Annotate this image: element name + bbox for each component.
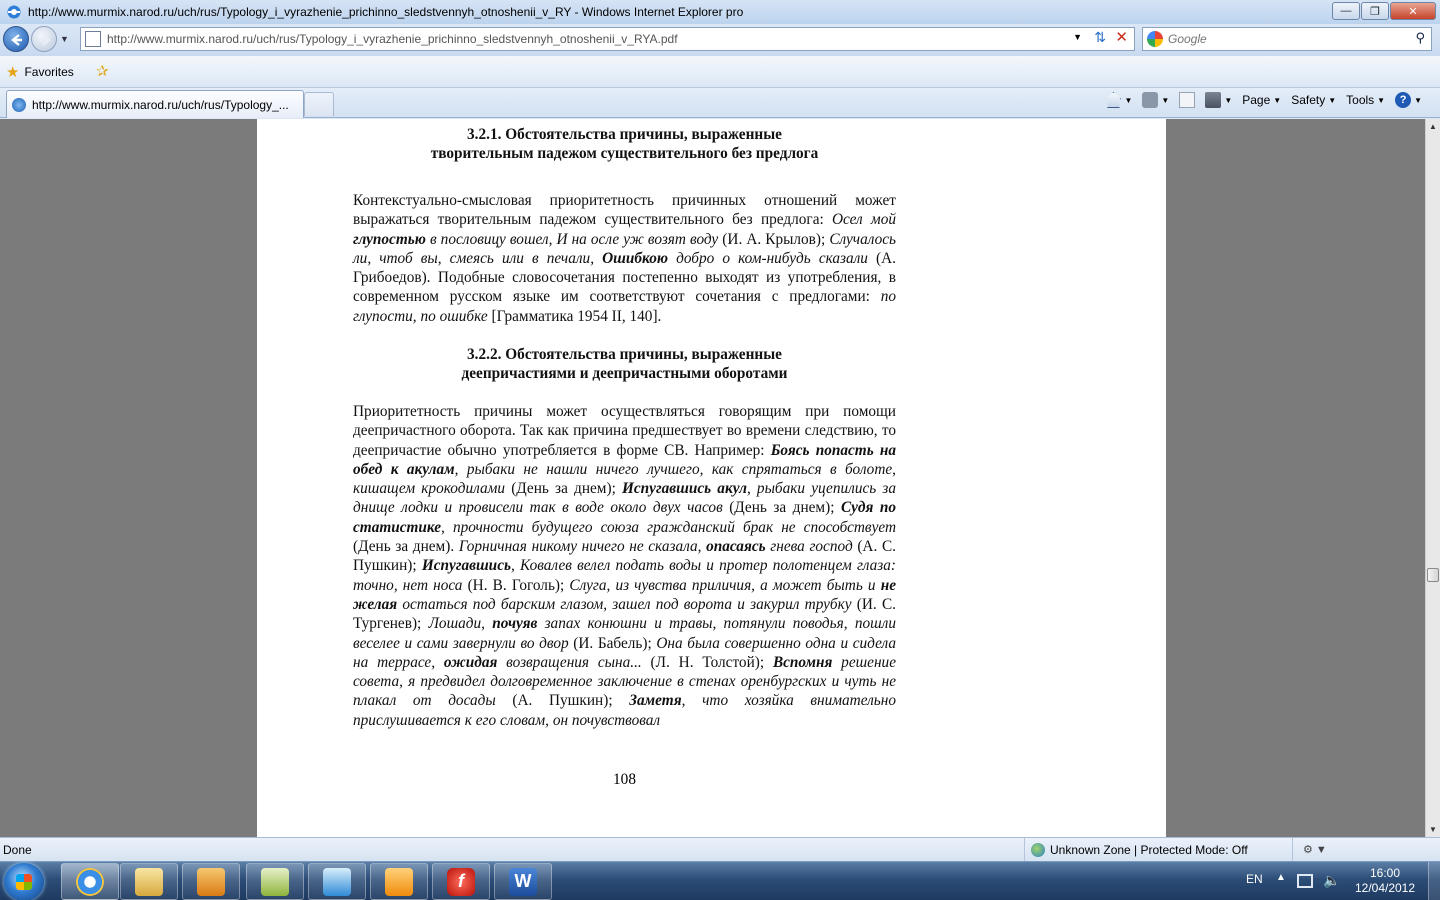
heading-line: деепричастиями и деепричастными оборотами <box>461 365 788 383</box>
zoom-icon: ⚙ ▼ <box>1303 844 1327 856</box>
vertical-scrollbar[interactable] <box>1425 119 1440 837</box>
taskbar-media-player[interactable] <box>182 863 240 900</box>
command-bar <box>1095 92 1422 108</box>
search-input[interactable] <box>1168 32 1388 46</box>
rss-feed-icon <box>1142 92 1158 108</box>
back-arrow-icon <box>9 32 25 48</box>
heading-line: 3.2.2. Обстоятельства причины, выраженные <box>467 346 782 363</box>
window-title: http://www.murmix.narod.ru/uch/rus/Typology_i_vyrazhenie_prichinno_sledstvennyh_otnoshenii_v_RY - Windows Internet Explorer pro <box>28 5 744 19</box>
clock-date: 12/04/2012 <box>1354 881 1416 895</box>
system-clock[interactable] <box>1350 866 1420 896</box>
feeds-button[interactable]: ▼ <box>1142 92 1169 108</box>
home-button[interactable]: ▼ <box>1105 92 1132 108</box>
minimize-button[interactable]: — <box>1332 2 1360 20</box>
forward-arrow-icon <box>37 32 53 48</box>
internet-explorer-icon <box>6 4 22 20</box>
close-button[interactable]: ✕ <box>1390 2 1436 20</box>
remote-desktop-icon <box>323 868 351 896</box>
favorites-label: Favorites <box>24 65 74 79</box>
address-input[interactable]: http://www.murmix.narod.ru/uch/rus/Typology_i_vyrazhenie_prichinno_sledstvennyh_otnoshenii_v_RYA.pdf <box>107 32 678 46</box>
help-menu[interactable]: ? ▼ <box>1395 92 1422 108</box>
security-zone[interactable] <box>1024 838 1248 861</box>
taskbar-flash[interactable] <box>432 863 490 900</box>
paint-icon <box>261 868 289 896</box>
pdf-viewer-area[interactable] <box>0 119 1425 837</box>
stop-icon[interactable]: ✕ <box>1115 29 1128 46</box>
favorites-bar <box>0 56 1440 88</box>
tab-current[interactable] <box>6 90 304 118</box>
tab-bar <box>0 88 1440 118</box>
taskbar-word[interactable] <box>494 863 552 900</box>
taskbar-paint[interactable] <box>246 863 304 900</box>
address-dropdown-icon[interactable]: ▼ <box>1073 32 1082 42</box>
zone-label: Unknown Zone | Protected Mode: Off <box>1050 842 1248 857</box>
language-indicator[interactable]: EN <box>1246 872 1263 886</box>
flash-icon: f <box>447 868 475 896</box>
network-icon[interactable] <box>1297 874 1313 888</box>
show-hidden-icons-icon[interactable]: ▲ <box>1276 872 1286 883</box>
page-menu-label: Page <box>1242 93 1271 107</box>
favorites-button[interactable] <box>6 63 74 81</box>
show-desktop-button[interactable] <box>1428 862 1440 900</box>
printer-icon <box>1205 92 1221 108</box>
outlook-icon <box>385 868 413 896</box>
page-number: 108 <box>613 771 636 788</box>
safety-menu[interactable]: Safety ▼ <box>1291 93 1337 107</box>
globe-icon <box>1031 843 1045 857</box>
tab-page-icon <box>12 98 26 112</box>
safety-menu-label: Safety <box>1291 93 1326 107</box>
taskbar <box>0 861 1440 900</box>
taskbar-windows-explorer[interactable] <box>120 863 178 900</box>
media-player-icon <box>197 868 225 896</box>
google-icon <box>1147 31 1163 47</box>
read-mail-button[interactable] <box>1179 92 1195 108</box>
section-heading-3-2-2 <box>353 345 896 384</box>
volume-icon[interactable]: 🔈 <box>1323 872 1341 888</box>
clock-time: 16:00 <box>1369 866 1401 880</box>
windows-logo-icon <box>16 874 32 890</box>
scroll-thumb[interactable] <box>1427 568 1439 582</box>
recent-pages-dropdown-icon[interactable]: ▼ <box>60 34 69 44</box>
start-button[interactable] <box>4 863 44 900</box>
favorites-star-icon: ★ <box>6 64 20 81</box>
tools-menu-label: Tools <box>1346 93 1375 107</box>
maximize-button[interactable]: ❐ <box>1361 2 1389 20</box>
scroll-down-icon[interactable]: ▼ <box>1429 825 1437 834</box>
search-icon[interactable]: ⚲ <box>1415 30 1425 45</box>
internet-explorer-icon <box>76 868 104 896</box>
tools-menu[interactable]: Tools ▼ <box>1346 93 1386 107</box>
new-tab-button[interactable] <box>304 92 334 116</box>
page-icon <box>85 31 101 47</box>
help-icon: ? <box>1395 92 1411 108</box>
paragraph-2: Приоритетность причины может осуществляться говорящим при помощи деепричастного оборота. Так как причина предшествует во времени следствию, то деепричастие обычно употребляется в форме СВ. Например: Боясь попасть на обед к акулам, рыбаки не нашли ничего лучшего, как спрятаться в болоте, кишащем крокодилами (День за днем); Испугавшись акул, рыбаки уцепились за днище лодки и провисели так в воде около двух часов (День за днем); Судя по статистике, прочности будущего союза гражданский брак не способствует (День за днем). Горничная никому ничего не сказала, опасаясь гнева господ (А. С. Пушкин); Испугавшись, Ковалев велел подать воды и протер полотенцем глаза: точно, нет носа (Н. В. Гоголь); Слуга, из чувства приличия, а может быть и не желая остаться под барским глазом, зашел под ворота и закурил трубку (И. С. Тургенев); Лошади, почуяв запах конюшни и травы, потянули поводья, пошли веселее и сами завернули во двор (И. Бабель); Она была совершенно одна и сидела на террасе, ожидая возвращения сына... (Л. Н. Толстой); Вспомня решение совета, я предвидел долговременное заключение в стенах оренбургских и чуть не плакал от досады (А. Пушкин); Заметя, что хозяйка внимательно прислушивается к его словам, он почувствовал <box>353 403 897 729</box>
paragraph-1: Контекстуально-смысловая приоритетность причинных отношений может выражаться творительным падежом существительного без предлога: Осел мой глупостью в пословицу вошел, И на осле уж возят воду (И. А. Крылов); Случалось ли, чтоб вы, смеясь или в печали, Ошибкою добро о ком-нибудь сказали (А. Грибоедов). Подобные словосочетания постепенно выходят из употребления, в современном русском языке им соответствуют сочетания с предлогами: по глупости, по ошибке [Грамматика 1954 II, 140]. <box>353 192 897 325</box>
home-icon <box>1105 92 1121 108</box>
mail-icon <box>1179 92 1195 108</box>
page-menu[interactable]: Page ▼ <box>1242 93 1282 107</box>
word-icon: W <box>509 868 537 896</box>
heading-line: 3.2.1. Обстоятельства причины, выраженные <box>467 126 782 143</box>
status-text: Done <box>3 843 32 857</box>
heading-line: творительным падежом существительного без предлога <box>430 145 819 163</box>
status-bar <box>0 837 1440 861</box>
document-page <box>257 119 1166 837</box>
search-box[interactable] <box>1142 27 1432 51</box>
add-to-favorites-icon[interactable]: ✰ <box>96 63 109 80</box>
taskbar-internet-explorer[interactable] <box>61 863 119 900</box>
scroll-up-icon[interactable]: ▲ <box>1429 122 1437 131</box>
back-button[interactable] <box>3 26 29 52</box>
taskbar-remote-desktop[interactable] <box>308 863 366 900</box>
zoom-control[interactable] <box>1292 838 1327 861</box>
title-bar <box>0 0 1440 24</box>
refresh-icon[interactable]: ⇅ <box>1094 29 1106 45</box>
forward-button[interactable] <box>31 26 57 52</box>
section-heading-3-2-1 <box>353 125 896 164</box>
folder-icon <box>135 868 163 896</box>
address-bar[interactable] <box>80 27 1135 51</box>
tab-label: http://www.murmix.narod.ru/uch/rus/Typology_... <box>32 97 289 112</box>
navigation-bar <box>0 24 1440 56</box>
taskbar-outlook[interactable] <box>370 863 428 900</box>
print-button[interactable]: ▼ <box>1205 92 1232 108</box>
